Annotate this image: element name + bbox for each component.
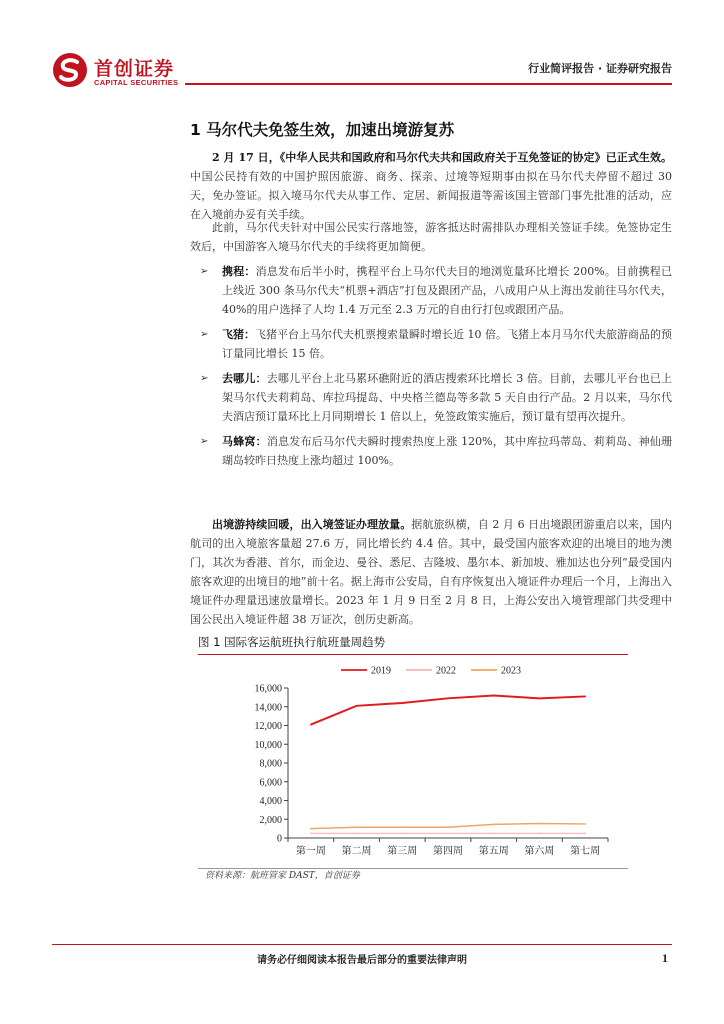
section-title: 1 马尔代夫免签生效，加速出境游复苏: [190, 121, 455, 139]
y-tick-label: 14,000: [254, 702, 282, 714]
data-point-2022: [310, 833, 312, 835]
y-tick-label: 6,000: [259, 777, 282, 789]
data-point-2019: [493, 695, 495, 697]
arrow-bullet-icon: ➢: [200, 436, 209, 447]
bullet-label: 携程：: [222, 265, 256, 278]
data-point-2019: [584, 696, 586, 698]
y-tick-label: 2,000: [259, 814, 282, 826]
flight-volume-chart: [198, 658, 628, 868]
data-point-2019: [356, 705, 358, 707]
data-point-2019: [401, 702, 403, 704]
footer-divider: [52, 944, 672, 945]
report-header: [52, 48, 672, 88]
paragraph-body: 中国公民持有效的中国护照因旅游、商务、探亲、过境等短期事由拟在马尔代夫停留不超过 30 天，免办签证。拟入境马尔代夫从事工作、定居、新闻报道等需该国主管部门事先批准的活动，应在入境前办妥有关手续。: [190, 170, 672, 221]
paragraph-outbound-recovery: [190, 515, 672, 629]
bullet-text: 消息发布后半小时，携程平台上马尔代夫目的地浏览量环比增长 200%。目前携程已上线近 300 条马尔代夫“机票+酒店”打包及跟团产品，八成用户从上海出发前往马尔代夫，40%的用户选择了人均 1.4 万元至 2.3 万元的自由行打包或跟团产品。: [222, 265, 672, 316]
x-tick-label: 第六周: [524, 846, 555, 857]
x-tick-label: 第三周: [387, 846, 418, 857]
bullet-item-qunar: [200, 369, 672, 426]
bullet-text: 去哪儿平台上北马累环礁附近的酒店搜索环比增长 3 倍。目前，去哪儿平台也已上架马尔代夫莉莉岛、库拉玛提岛、中央格兰德岛等多款 5 天自由行产品。2 月以来，马尔代夫酒店预订量环比上月同期增长 1 倍以上，免签政策实施后，预订量有望再次提升。: [222, 372, 672, 423]
paragraph-lead: 2 月 17 日，《中华人民共和国政府和马尔代夫共和国政府关于互免签证的协定》已正式生效。: [212, 151, 672, 164]
data-point-2023: [401, 826, 403, 828]
figure-source: 资料来源：航班管家 DAST，首创证券: [205, 871, 360, 881]
paragraph-lead: 出境游持续回暖，出入境签证办理放量。: [212, 518, 412, 531]
series-line-2019: [311, 696, 585, 725]
y-tick-label: 8,000: [259, 758, 282, 770]
arrow-bullet-icon: ➢: [200, 329, 209, 340]
bullet-item-fliggy: [200, 325, 672, 363]
y-tick-label: 16,000: [254, 683, 282, 695]
y-tick-label: 4,000: [259, 796, 282, 807]
figure-title: 图 1 国际客运航班执行航班量周趋势: [198, 635, 386, 649]
brand-name-en: CAPITAL SECURITIES: [94, 78, 179, 87]
bullet-label: 马蜂窝：: [222, 435, 267, 448]
x-tick-label: 第二周: [341, 846, 372, 857]
data-point-2019: [539, 698, 541, 700]
data-point-2023: [493, 824, 495, 826]
bullet-label: 去哪儿：: [222, 372, 267, 385]
legal-disclaimer: 请务必仔细阅读本报告最后部分的重要法律声明: [257, 955, 467, 966]
x-tick-label: 第七周: [570, 846, 601, 857]
header-divider: [185, 83, 672, 85]
bullet-text: 消息发布后马尔代夫瞬时搜索热度上涨 120%，其中库拉玛蒂岛、莉莉岛、神仙珊瑚岛较昨日热度上涨均超过 100%。: [222, 435, 673, 467]
data-point-2022: [493, 833, 495, 835]
data-point-2019: [447, 698, 449, 700]
data-point-2022: [539, 833, 541, 835]
legend-label: 2019: [371, 665, 391, 677]
x-tick-label: 第四周: [433, 846, 463, 857]
platform-bullet-list: [200, 262, 673, 476]
arrow-bullet-icon: ➢: [200, 373, 209, 384]
bullet-item-mafengwo: [200, 432, 673, 470]
x-tick-label: 第五周: [478, 846, 509, 857]
bullet-item-ctrip: [200, 262, 672, 319]
brand-name-cn: 首创证券: [94, 58, 175, 80]
legend-label: 2022: [436, 665, 456, 677]
data-point-2022: [584, 833, 586, 835]
data-point-2023: [310, 828, 312, 830]
data-point-2022: [401, 833, 403, 835]
data-point-2023: [539, 823, 541, 825]
arrow-bullet-icon: ➢: [200, 266, 209, 277]
report-type-label: 行业简评报告 · 证券研究报告: [528, 62, 672, 75]
paragraph-previous-policy: 此前，马尔代夫针对中国公民实行落地签，游客抵达时需排队办理相关签证手续。免签协定生效后，中国游客入境马尔代夫的手续将更加简便。: [190, 221, 672, 253]
bullet-label: 飞猪：: [222, 328, 255, 341]
data-point-2023: [447, 826, 449, 828]
paragraph-visa-agreement: [190, 148, 672, 224]
bullet-text: 飞猪平台上马尔代夫机票搜索量瞬时增长近 10 倍。飞猪上本月马尔代夫旅游商品的预订量同比增长 15 倍。: [222, 328, 672, 360]
paragraph-body: 据航旅纵横，自 2 月 6 日出境跟团游重启以来，国内航司的出入境旅客量超 27.6 万，同比增长约 4.4 倍。其中，最受国内旅客欢迎的出境目的地为澳门，其次为香港、首尔，而金边、曼谷、悉尼、吉隆坡、墨尔本、新加坡、雅加达也分列“最受国内旅客欢迎的出境目的地”前十名。据上海市公安局，自有序恢复出入境证件办理后一个月，上海出入境证件办理量迅速放量增长。2023 年 1 月 9 日至 2 月 8 日，上海公安出入境管理部门共受理中国公民出入境证件超 38 万证次，创历史新高。: [190, 518, 673, 626]
data-point-2019: [310, 724, 312, 726]
y-tick-label: 12,000: [254, 721, 282, 732]
y-tick-label: 0: [277, 833, 282, 845]
page-number: 1: [662, 951, 668, 965]
data-point-2022: [356, 833, 358, 835]
capital-securities-logo-icon: [52, 52, 88, 88]
x-tick-label: 第一周: [295, 846, 326, 857]
chart-svg: [198, 658, 628, 868]
data-point-2022: [447, 833, 449, 835]
y-tick-label: 10,000: [254, 739, 282, 751]
figure-top-rule: [198, 654, 628, 655]
data-point-2023: [584, 823, 586, 825]
legend-label: 2023: [501, 665, 521, 677]
data-point-2023: [356, 826, 358, 828]
